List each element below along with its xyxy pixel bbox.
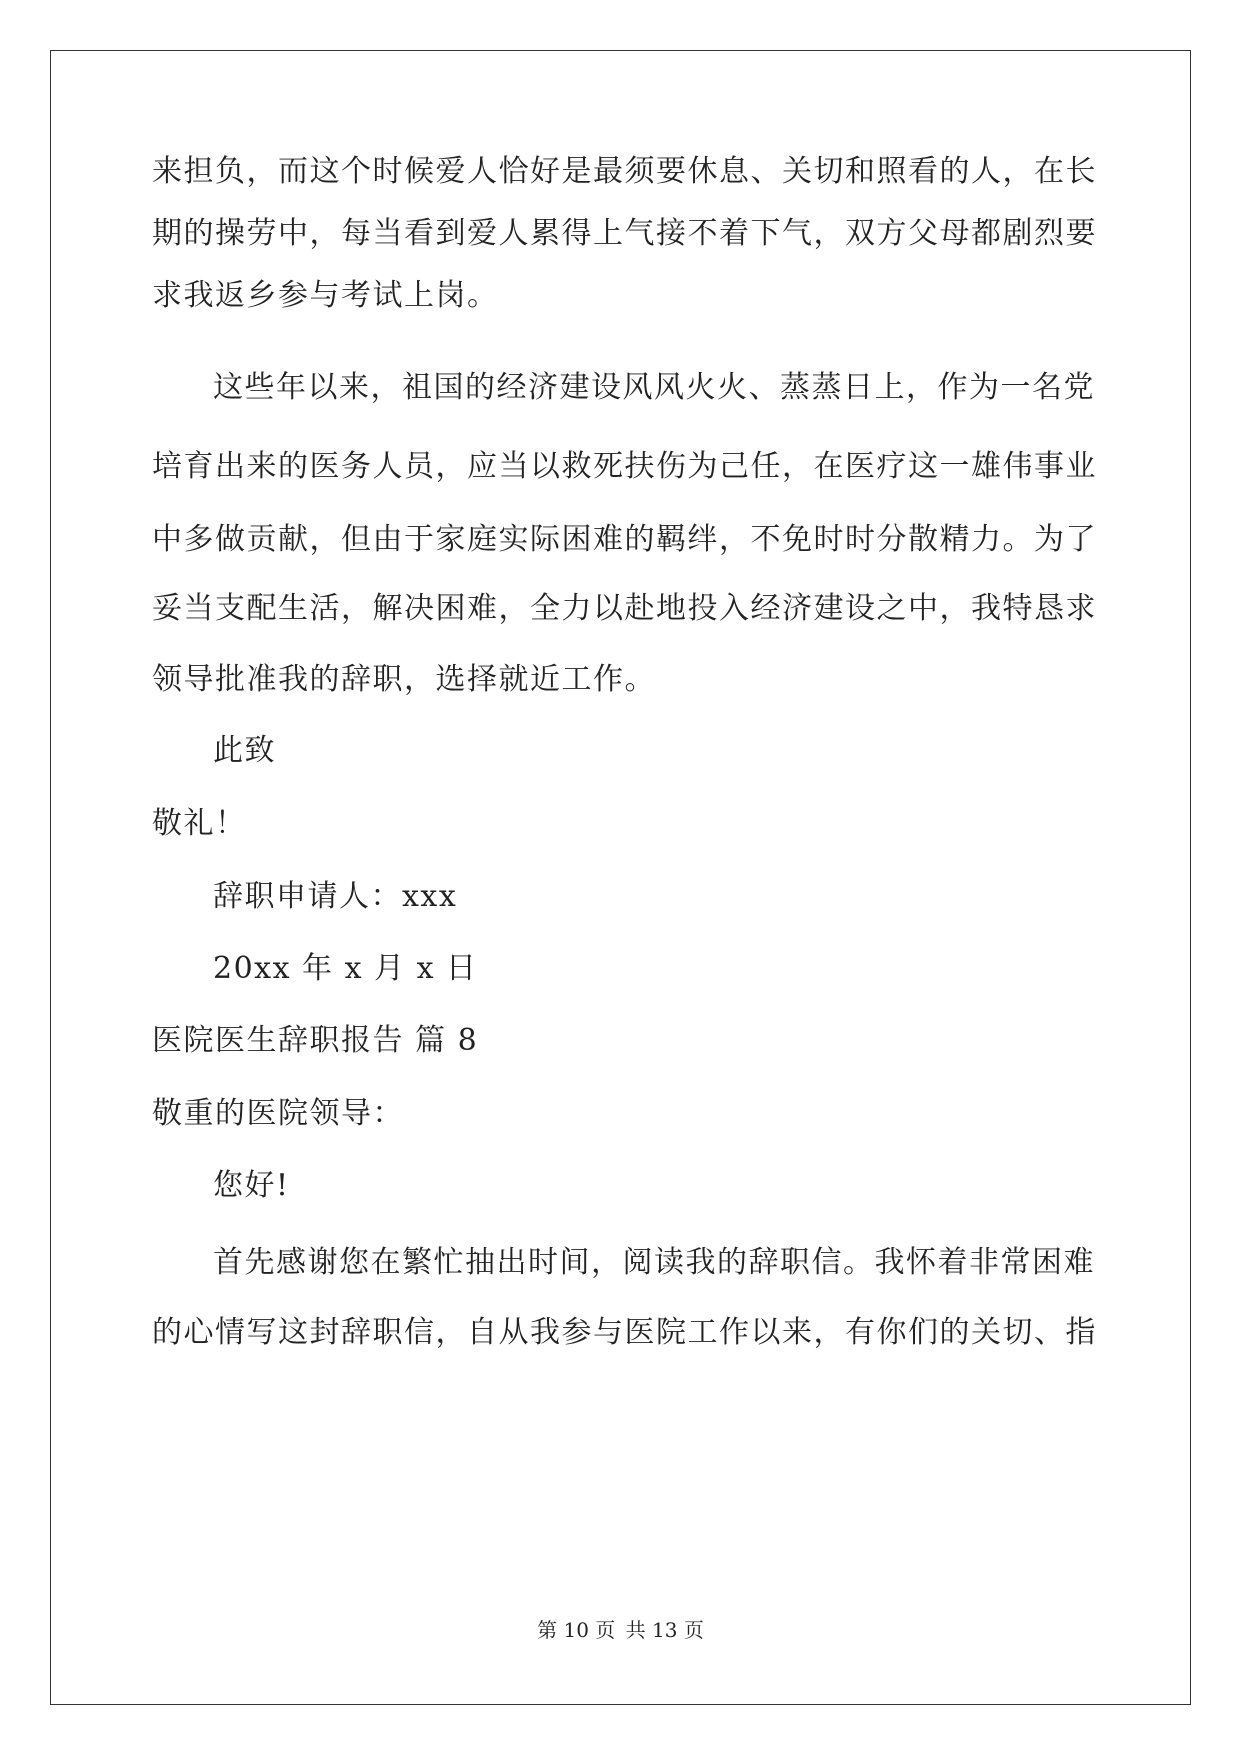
text-line: 妥当支配生活，解决困难，全力以赴地投入经济建设之中，我特恳求 xyxy=(152,591,1097,626)
text-line: 的心情写这封辞职信，自从我参与医院工作以来，有你们的关切、指 xyxy=(152,1315,1097,1350)
text-line: 求我返乡参与考试上岗。 xyxy=(152,278,499,313)
greeting-hello: 您好! xyxy=(213,1168,290,1203)
date-line: 20xx 年 x 月 x 日 xyxy=(213,951,478,986)
text-line: 这些年以来，祖国的经济建设风风火火、蒸蒸日上，作为一名党 xyxy=(213,370,1095,405)
section-heading: 医院医生辞职报告 篇 8 xyxy=(152,1023,479,1058)
text-line: 首先感谢您在繁忙抽出时间，阅读我的辞职信。我怀着非常困难 xyxy=(213,1245,1095,1280)
closing-regards: 敬礼！ xyxy=(152,806,247,841)
text-line: 中多做贡献，但由于家庭实际困难的羁绊，不免时时分散精力。为了 xyxy=(152,522,1097,557)
page-number: 第 10 页 xyxy=(537,1618,616,1642)
page-total: 共 13 页 xyxy=(625,1618,704,1642)
greeting-line: 敬重的医院领导： xyxy=(152,1096,404,1131)
text-line: 领导批准我的辞职，选择就近工作。 xyxy=(152,662,656,697)
signature-line: 辞职申请人：xxx xyxy=(213,879,458,914)
page-footer xyxy=(0,1618,1241,1642)
text-line: 来担负，而这个时候爱人恰好是最须要休息、关切和照看的人，在长 xyxy=(152,154,1097,189)
text-line: 培育出来的医务人员，应当以救死扶伤为己任，在医疗这一雄伟事业 xyxy=(152,449,1097,484)
closing-salutation: 此致 xyxy=(213,733,276,768)
text-line: 期的操劳中，每当看到爱人累得上气接不着下气，双方父母都剧烈要 xyxy=(152,216,1097,251)
